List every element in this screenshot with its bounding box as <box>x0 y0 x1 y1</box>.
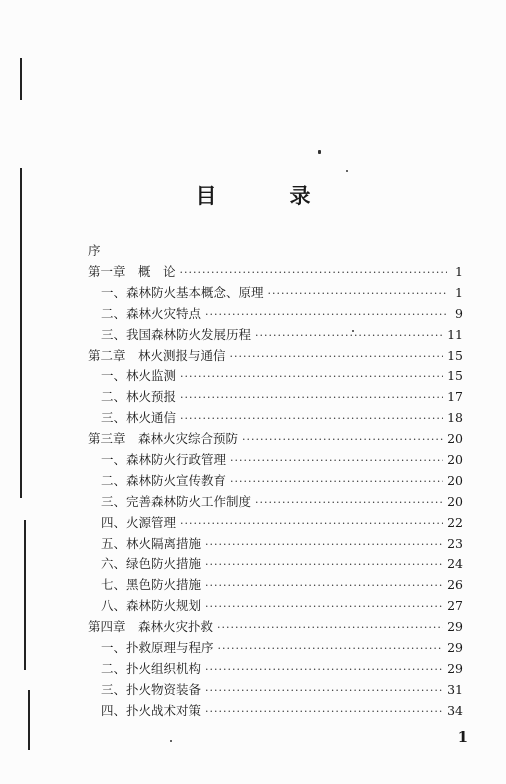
dot-leader <box>205 660 443 681</box>
toc-section-entry <box>88 366 463 387</box>
dot-leader <box>242 430 443 451</box>
toc-entry-page: 1 <box>455 264 463 279</box>
toc-entry-page: 26 <box>447 577 463 593</box>
toc-entry-title: 三、扑火物资装备 <box>101 681 202 697</box>
dot-leader <box>217 618 443 639</box>
dot-leader <box>230 451 443 472</box>
toc-section-entry <box>88 492 463 513</box>
toc-entry-page: 29 <box>447 619 463 635</box>
toc-section-entry <box>88 450 463 471</box>
toc-section-entry <box>88 638 463 659</box>
page-title: 目 录 <box>195 184 337 208</box>
toc-entry-title: 二、林火预报 <box>101 389 177 405</box>
dot-leader <box>205 305 447 326</box>
toc-section-entry <box>88 554 463 575</box>
dot-leader <box>255 493 443 514</box>
toc-entry-page: 9 <box>455 305 463 321</box>
toc-entry-title: 一、森林防火基本概念、原理 <box>101 284 264 300</box>
toc-chapter-entry <box>88 262 463 283</box>
toc-section-entry <box>88 659 463 680</box>
toc-chapter-entry <box>88 617 463 638</box>
toc-entry-page: 20 <box>447 472 463 488</box>
toc-entry-page: 18 <box>447 410 463 426</box>
toc-entry-page: 15 <box>447 347 463 363</box>
scan-edge-line <box>20 58 22 100</box>
toc-entry-title: 八、森林防火规划 <box>101 598 202 614</box>
toc-entry-title: 一、森林防火行政管理 <box>101 452 227 468</box>
scan-speck <box>318 150 321 154</box>
toc-section-entry <box>88 387 463 408</box>
toc-entry-title: 二、扑火组织机构 <box>101 660 202 676</box>
toc-entry-title: 第四章 森林火灾扑救 <box>88 619 214 635</box>
toc-entry-page: 22 <box>447 514 463 530</box>
dot-leader <box>180 514 443 535</box>
toc-entry-page: 1 <box>455 284 463 300</box>
toc-entry-page: 15 <box>447 368 463 384</box>
scan-edge-line <box>28 690 30 750</box>
toc-entry-title: 第三章 森林火灾综合预防 <box>88 431 239 447</box>
toc-entry-title: 一、扑救原理与程序 <box>101 640 214 656</box>
dot-leader <box>205 535 443 556</box>
dot-leader <box>180 263 447 284</box>
scan-speck <box>170 740 172 742</box>
dot-leader <box>268 284 447 305</box>
toc-entry-title: 五、林火隔离措施 <box>101 535 202 551</box>
toc-entry-page: 20 <box>447 493 463 509</box>
dot-leader <box>205 597 443 618</box>
toc-intro: 序 <box>88 243 101 258</box>
toc-entry-page: 11 <box>447 326 463 342</box>
toc-entry-title: 第一章 概 论 <box>88 264 176 279</box>
dot-leader <box>205 681 443 702</box>
toc-entry-page: 29 <box>447 660 463 676</box>
toc-entry-page: 23 <box>447 535 463 551</box>
toc-entry-title: 四、火源管理 <box>101 514 177 530</box>
scan-speck <box>346 170 348 172</box>
toc-section-entry <box>88 680 463 701</box>
toc-entry-title: 二、森林防火宣传教育 <box>101 472 227 488</box>
toc-section-entry <box>88 283 463 304</box>
toc-chapter-entry <box>88 429 463 450</box>
toc-entry-page: 20 <box>447 431 463 447</box>
toc-entry-title: 七、黑色防火措施 <box>101 577 202 593</box>
toc-entry-page: 27 <box>447 598 463 614</box>
toc-section-entry <box>88 596 463 617</box>
toc-entry-page: 29 <box>447 640 463 656</box>
toc-section-entry <box>88 408 463 429</box>
dot-leader <box>180 388 443 409</box>
toc-entry-title: 三、完善森林防火工作制度 <box>101 493 252 509</box>
toc-entry-title: 三、林火通信 <box>101 410 177 426</box>
toc-section-entry <box>88 513 463 534</box>
toc-section-entry <box>88 534 463 555</box>
toc-entry-page: 20 <box>447 452 463 468</box>
toc-section-entry <box>88 575 463 596</box>
table-of-contents <box>88 240 463 722</box>
toc-section-entry <box>88 325 463 346</box>
toc-entry-page: 34 <box>447 702 463 718</box>
dot-leader <box>218 639 444 660</box>
toc-entry-title: 六、绿色防火措施 <box>101 556 202 572</box>
scan-edge-line <box>20 168 22 498</box>
dot-leader <box>255 326 443 347</box>
toc-section-entry <box>88 304 463 325</box>
toc-entry-title: 二、森林火灾特点 <box>101 305 202 321</box>
toc-section-entry <box>88 701 463 722</box>
dot-leader <box>180 367 443 388</box>
dot-leader <box>205 702 443 723</box>
dot-leader <box>205 555 443 576</box>
toc-chapter-entry <box>88 346 463 367</box>
toc-entry-page: 17 <box>447 389 463 405</box>
toc-section-entry <box>88 471 463 492</box>
toc-entry-page: 24 <box>447 556 463 572</box>
toc-entry-title: 一、林火监测 <box>101 368 177 384</box>
dot-leader <box>180 409 443 430</box>
dot-leader <box>230 347 444 368</box>
dot-leader <box>230 472 443 493</box>
toc-rows <box>88 262 463 722</box>
toc-entry-title: 三、我国森林防火发展历程 <box>101 326 252 342</box>
scan-edge-line <box>24 520 26 670</box>
dot-leader <box>205 576 443 597</box>
toc-entry-title: 第二章 林火测报与通信 <box>88 347 226 363</box>
page-number: 1 <box>457 728 468 746</box>
toc-entry-title: 四、扑火战术对策 <box>101 702 202 718</box>
toc-entry-page: 31 <box>447 681 463 697</box>
